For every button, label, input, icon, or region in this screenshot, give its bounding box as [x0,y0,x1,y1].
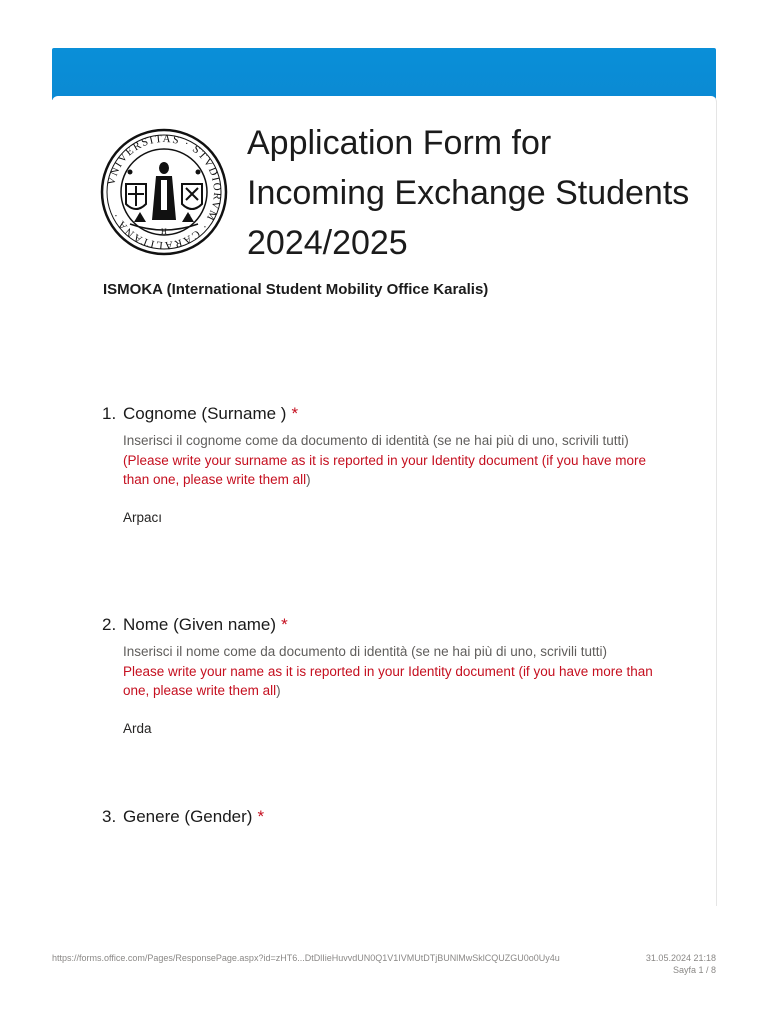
question-header [102,807,672,827]
seal-letter-l: L [138,213,143,222]
required-asterisk: * [257,807,265,826]
question-body [123,431,672,527]
answer-value: Arda [123,720,152,736]
description-english-close: ) [276,683,281,698]
theme-banner [52,48,716,100]
description-english [123,662,672,701]
question-title: Genere (Gender) [123,807,253,826]
question-title: Cognome (Surname ) [123,404,287,423]
answer-value: Arpacı [123,509,163,525]
footer-page-number: Sayfa 1 / 8 [672,965,716,975]
description-italian: Inserisci il nome come da documento di identità (se ne hai più di uno, scrivili tutti) [123,644,607,659]
description-english-text: Please write your name as it is reported in your Identity document (if you have more than one, please write them all [123,663,653,698]
question-number: 1. [102,404,117,423]
seal-letter-h: H [161,227,167,236]
svg-text:VNIVERSITAS · STVDIORVM · CARA: VNIVERSITAS · STVDIORVM · CARALITANA · [105,132,224,252]
university-seal-logo [100,128,228,256]
description-english-close: ) [306,472,311,487]
description-english [123,451,672,490]
question-header [102,404,672,424]
question-number: 2. [102,615,117,634]
required-asterisk: * [281,615,288,634]
form-header [100,118,700,268]
form-subtitle: ISMOKA (International Student Mobility Office Karalis) [103,281,489,298]
question-gender [102,807,672,827]
question-title: Nome (Given name) [123,615,277,634]
description-english-open: ( [123,452,128,468]
required-asterisk: * [291,404,299,423]
footer-url-link[interactable]: https://forms.office.com/Pages/ResponsePage.aspx?id=zHT6...DtDlIieHuvvdUN0Q1V1IVMUtDTjBUNlMwSklCQUZGU0o0Uy4u [52,953,560,963]
description-english-text: Please write your surname as it is reported in your Identity document (if you have more than one, please write them all [123,452,646,487]
form-title: Application Form for Incoming Exchange Students 2024/2025 [247,124,690,262]
footer-meta [646,952,716,976]
description-italian: Inserisci il cognome come da documento di identità (se ne hai più di uno, scrivili tutti) [123,433,629,448]
question-given-name [102,615,672,738]
question-header [102,615,672,635]
seal-letter-e: E [186,213,191,222]
question-number: 3. [102,807,117,826]
footer-datetime: 31.05.2024 21:18 [645,953,716,963]
question-surname [102,404,672,527]
question-body [123,642,672,738]
